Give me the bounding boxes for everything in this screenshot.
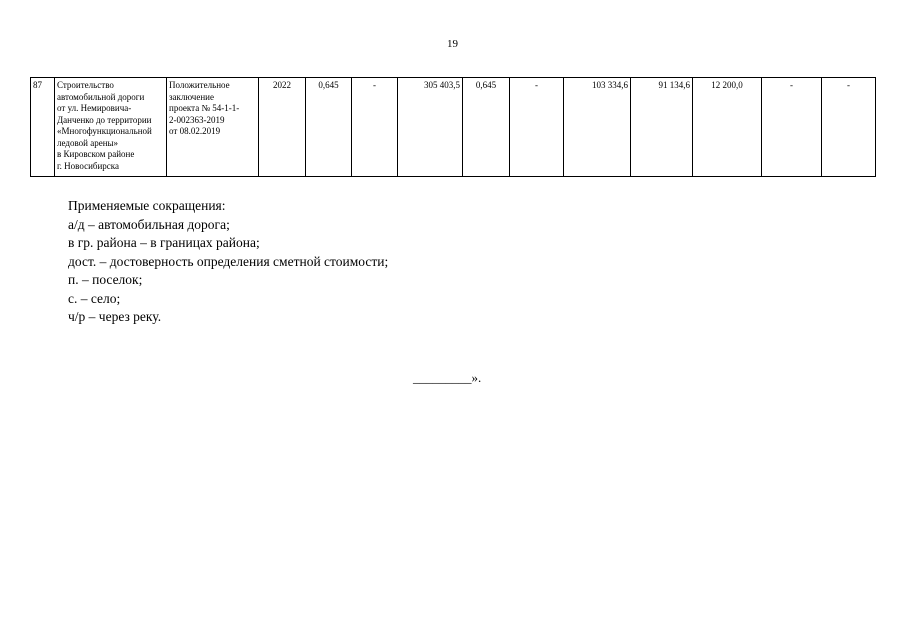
value-cell: 103 334,6 [564, 78, 631, 177]
expertise-line: Положительное [169, 80, 230, 90]
page-number: 19 [447, 38, 458, 50]
expertise-cell [167, 78, 259, 177]
expertise-line: 2-002363-2019 [169, 114, 225, 125]
value-cell: 91 134,6 [631, 78, 693, 177]
abbreviations-heading: Применяемые сокращения: [68, 198, 226, 213]
value-cell: - [762, 78, 822, 177]
value-cell: - [510, 78, 564, 177]
value-cell: 305 403,5 [398, 78, 463, 177]
object-name-line: Данченко до территории [57, 114, 152, 125]
object-name-line: Строительство [57, 80, 114, 90]
abbreviation-item: п. – поселок; [68, 272, 143, 287]
object-name-line: от ул. Немировича- [57, 103, 132, 113]
abbreviation-item: ч/р – через реку. [68, 309, 162, 324]
object-name-line: в Кировском районе [57, 149, 135, 159]
abbreviation-item: а/д – автомобильная дорога; [68, 216, 230, 232]
year-cell: 2022 [259, 78, 306, 177]
abbreviation-item: в гр. района – в границах района; [68, 235, 260, 250]
object-name-cell [55, 78, 167, 177]
expertise-line: от 08.02.2019 [169, 126, 221, 136]
value-cell: - [822, 78, 876, 177]
object-name-line: г. Новосибирска [57, 160, 120, 171]
projects-table [30, 77, 876, 177]
object-name-line: «Многофункциональной [57, 126, 152, 136]
object-name-line: ледовой арены» [57, 137, 119, 148]
object-name-line: автомобильной дороги [57, 91, 145, 102]
closing-line: _________». [413, 370, 482, 385]
abbreviations-block [68, 197, 388, 327]
expertise-line: заключение [169, 91, 214, 102]
abbreviation-item: с. – село; [68, 290, 121, 306]
row-number-cell: 87 [31, 78, 55, 177]
table-row [31, 78, 876, 177]
expertise-line: проекта № 54-1-1- [169, 103, 240, 113]
abbreviation-item: дост. – достоверность определения сметной стоимости; [68, 253, 389, 269]
value-cell: 0,645 [463, 78, 510, 177]
value-cell: 0,645 [306, 78, 352, 177]
value-cell: - [352, 78, 398, 177]
value-cell: 12 200,0 [693, 78, 762, 177]
